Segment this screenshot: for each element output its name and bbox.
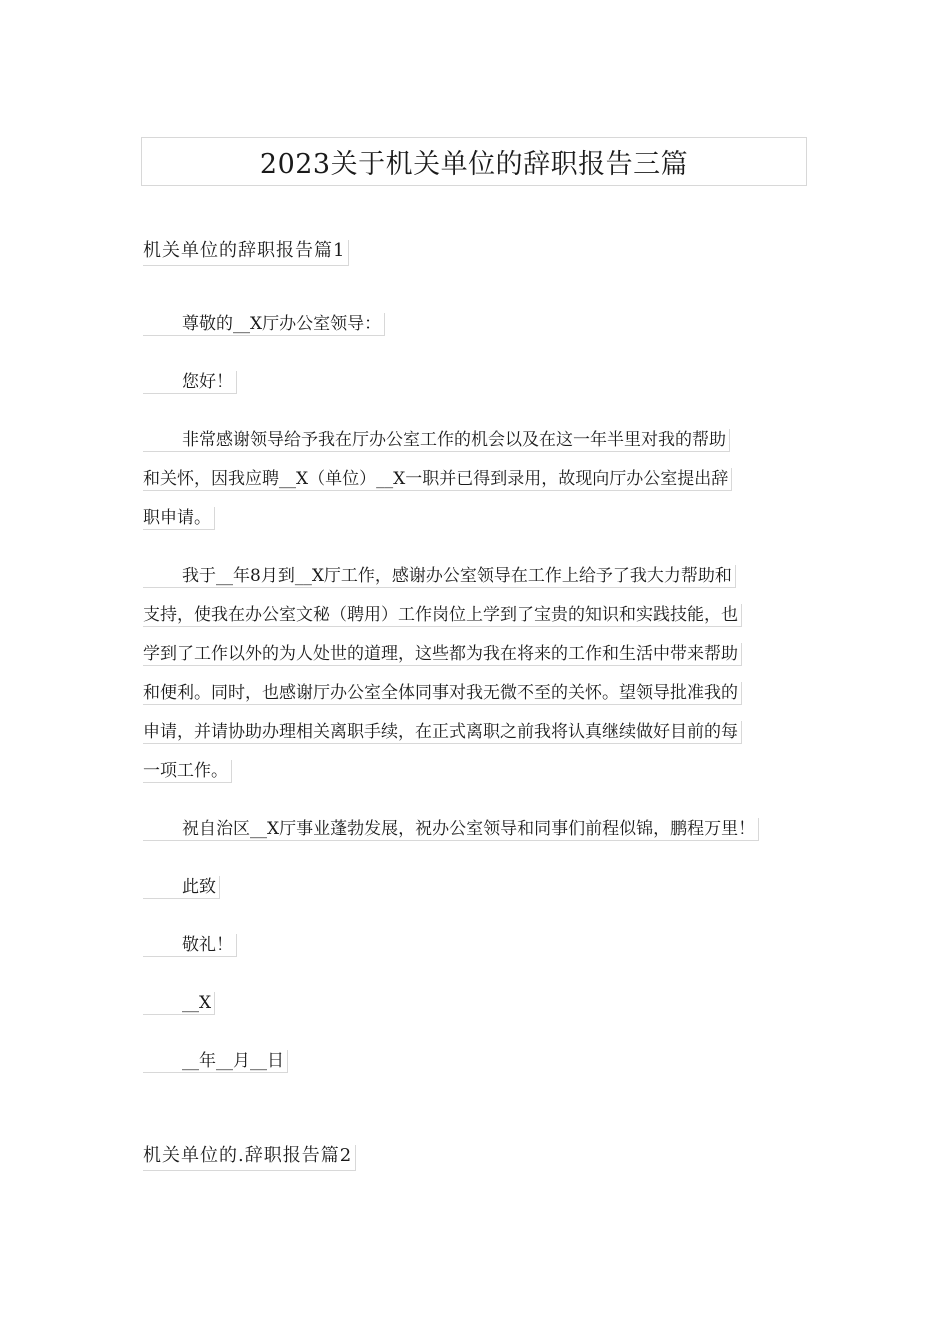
closing-1: 此致 [143,876,220,899]
paragraph-2-line-5: 申请，并请协助办理相关离职手续，在正式离职之前我将认真继续做好目前的每 [143,721,742,744]
paragraph-1-line-3: 职申请。 [143,507,215,530]
section-1-heading: 机关单位的辞职报告篇1 [143,240,349,266]
paragraph-2-line-3: 学到了工作以外的为人处世的道理，这些都为我在将来的工作和生活中带来帮助 [143,643,742,666]
section-2-heading: 机关单位的.辞职报告篇2 [143,1145,356,1171]
paragraph-1-line-2: 和关怀，因我应聘__X（单位）__X一职并已得到录用，故现向厅办公室提出辞 [143,468,732,491]
paragraph-2-line-4: 和便利。同时，也感谢厅办公室全体同事对我无微不至的关怀。望领导批准我的 [143,682,742,705]
document-title: 2023关于机关单位的辞职报告三篇 [141,137,807,186]
closing-2: 敬礼！ [143,934,237,957]
salutation: 尊敬的__X厅办公室领导： [143,313,385,336]
wishes: 祝自治区__X厅事业蓬勃发展，祝办公室领导和同事们前程似锦，鹏程万里！ [143,818,759,841]
signature: __X [143,992,215,1015]
date: __年__月__日 [143,1050,288,1073]
paragraph-2-line-2: 支持，使我在办公室文秘（聘用）工作岗位上学到了宝贵的知识和实践技能，也 [143,604,742,627]
greeting: 您好！ [143,371,237,394]
paragraph-1-line-1: 非常感谢领导给予我在厅办公室工作的机会以及在这一年半里对我的帮助 [143,429,730,452]
paragraph-2-line-1: 我于__年8月到__X厅工作，感谢办公室领导在工作上给予了我大力帮助和 [143,565,736,588]
paragraph-2-line-6: 一项工作。 [143,760,232,783]
